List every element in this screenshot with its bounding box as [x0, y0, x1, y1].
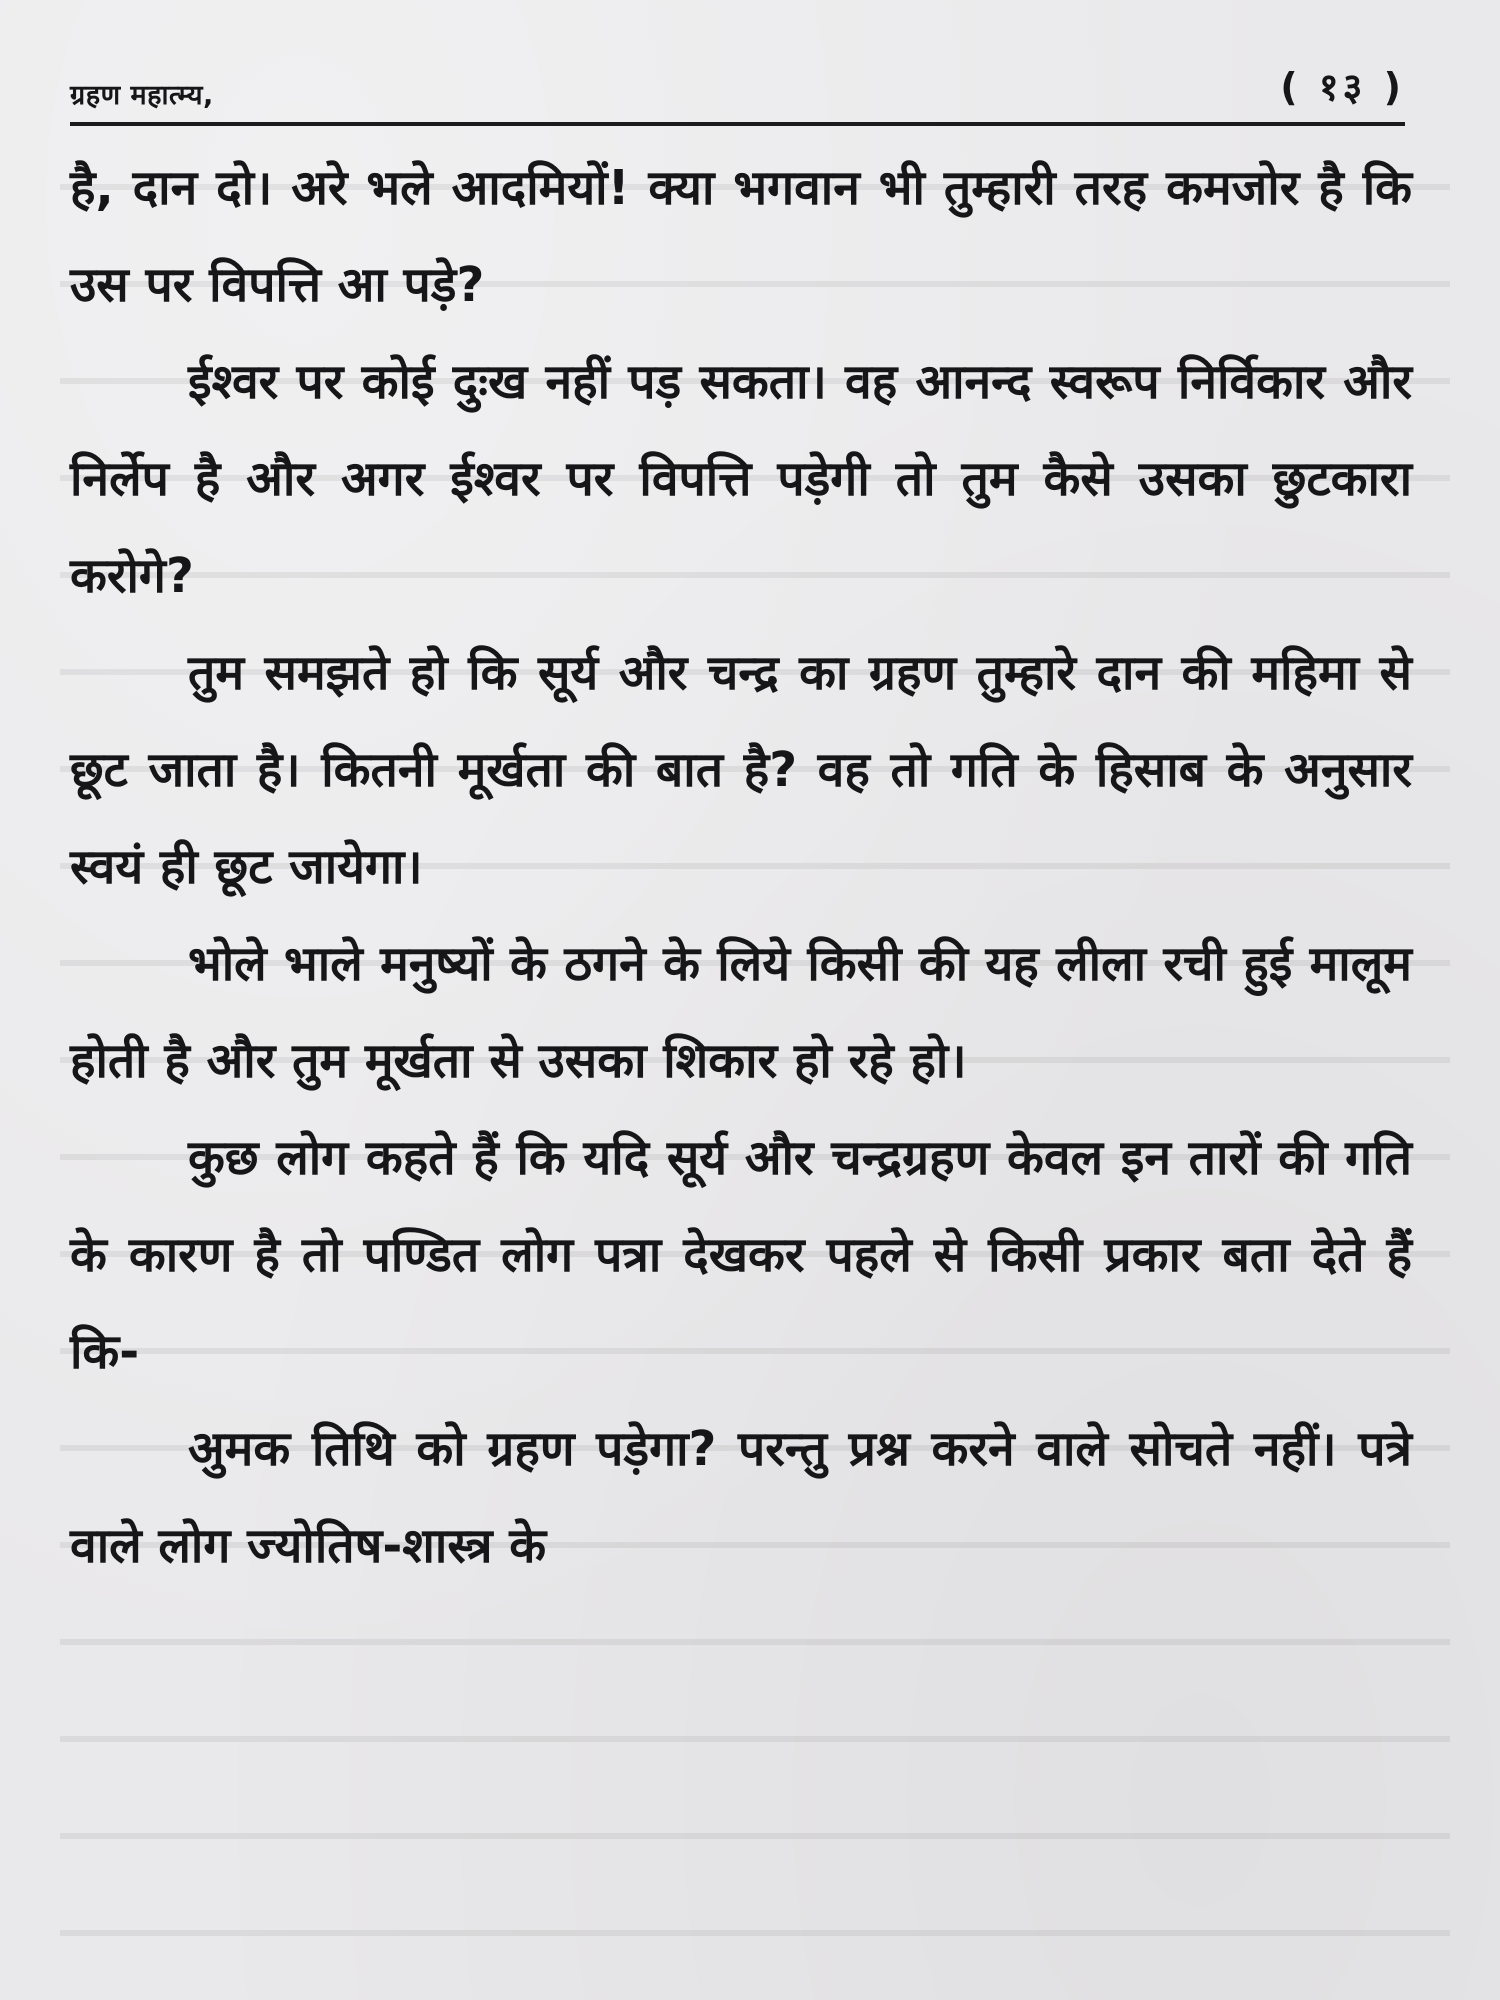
paragraph: ईश्वर पर कोई दुःख नहीं पड़ सकता। वह आनन्द स्वरूप निर्विकार और निर्लेप है और अगर ईश्वर पर विपत्ति पड़ेगी तो तुम कैसे उसका छुटकारा करोगे?: [70, 354, 1412, 604]
paragraph: भोले भाले मनुष्यों के ठगने के लिये किसी की यह लीला रची हुई मालूम होती है और तुम मूर्खता से उसका शिकार हो रहे हो।: [70, 936, 1412, 1089]
paragraph: अुमक तिथि को ग्रहण पड़ेगा? परन्तु प्रश्न करने वाले सोचते नहीं। पत्रे वाले लोग ज्योतिष-शास्त्र के: [70, 1421, 1412, 1574]
paragraph: तुम समझते हो कि सूर्य और चन्द्र का ग्रहण तुम्हारे दान की महिमा से छूट जाता है। कितनी मूर्खता की बात है? वह तो गति के हिसाब के अनुसार स्वयं ही छूट जायेगा।: [70, 645, 1412, 895]
running-head: ग्रहण महात्म्य,: [70, 80, 214, 111]
paragraph: है, दान दो। अरे भले आदमियों! क्या भगवान भी तुम्हारी तरह कमजोर है कि उस पर विपत्ति आ पड़े?: [70, 160, 1412, 313]
page-header: [70, 60, 1405, 126]
page-number: ( १३ ): [1280, 65, 1405, 109]
body-text: [70, 140, 1412, 1595]
paragraph: कुछ लोग कहते हैं कि यदि सूर्य और चन्द्रग्रहण केवल इन तारों की गति के कारण है तो पण्डित लोग पत्रा देखकर पहले से किसी प्रकार बता देते हैं कि-: [70, 1130, 1412, 1380]
